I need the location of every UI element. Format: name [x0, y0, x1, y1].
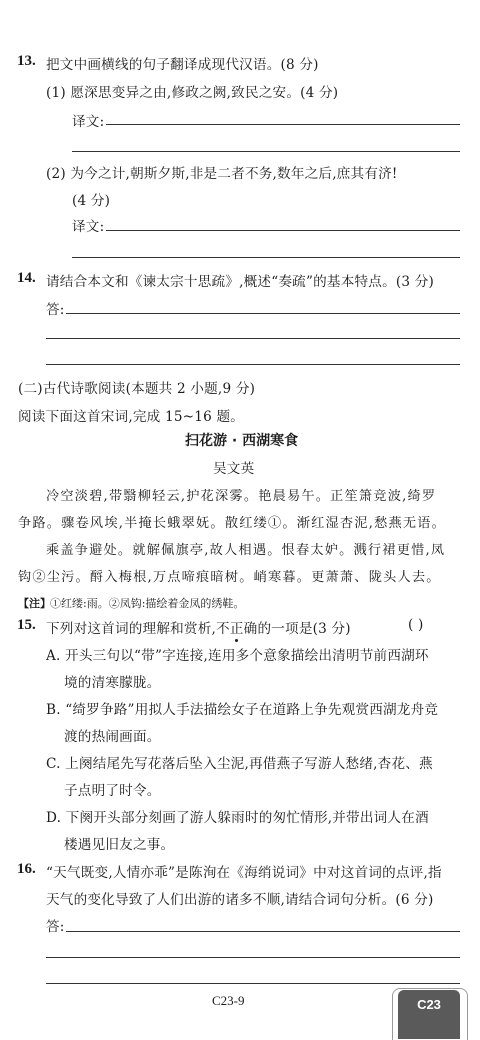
answer-line — [46, 338, 460, 339]
question-13-sub1-label: 译文: — [72, 114, 105, 130]
option-c-cont: 子点明了时令。 — [64, 783, 161, 799]
answer-parenthesis: ( ) — [408, 617, 424, 633]
section-intro: 阅读下面这首宋词,完成 15~16 题。 — [18, 409, 245, 425]
question-16-line1: “天气既变,人情亦乖”是陈洵在《海绡说词》中对这首词的点评,指 — [46, 865, 442, 881]
answer-line — [66, 931, 460, 932]
answer-line — [106, 230, 460, 231]
answer-line — [72, 257, 460, 258]
question-14-answer-label: 答: — [46, 302, 65, 318]
question-15-stem-b: 的一项是(3 分) — [257, 621, 351, 637]
poem-line: 争路。骤卷风埃,半掩长蛾翠妩。散红缕①。渐红湿杏泥,愁燕无语。 — [18, 516, 447, 531]
question-14-text: 请结合本文和《谏太宗十思疏》,概述“奏疏”的基本特点。(3 分) — [46, 274, 435, 290]
poem-author: 吴文英 — [213, 461, 255, 477]
question-13-text: 把文中画横线的句子翻译成现代汉语。(8 分) — [46, 57, 319, 73]
poem-note-tag: 【注】 — [18, 597, 51, 610]
page-number: C23-9 — [212, 993, 245, 1008]
question-16-line2: 天气的变化导致了人们出游的诸多不顺,请结合词句分析。(6 分) — [46, 892, 434, 908]
poem-line: 乘盖争避处。就解佩旗亭,故人相遇。恨春太妒。溅行裙更惜,凤 — [46, 543, 446, 558]
answer-line — [46, 983, 460, 984]
answer-line — [66, 313, 460, 314]
question-13-number: 13. — [17, 53, 36, 69]
poem-title: 扫花游 · 西湖寒食 — [185, 433, 299, 449]
question-13-sub2-label: 译文: — [72, 219, 105, 235]
option-b: B. “绮罗争路”用拟人手法描绘女子在道路上争先观赏西湖龙舟竞 — [46, 702, 439, 718]
question-14-number: 14. — [17, 270, 36, 286]
question-13-sub2-line1: (2) 为今之计,朝斯夕斯,非是二者不务,数年之后,庶其有济! — [46, 166, 398, 182]
option-d: D. 下阕开头部分刻画了游人躲雨时的匆忙情形,并带出词人在酒 — [46, 810, 429, 826]
section-header: (二)古代诗歌阅读(本题共 2 小题,9 分) — [18, 381, 256, 397]
poem-note-text: ①红缕:雨。②凤钩:描绘着金凤的绣鞋。 — [50, 597, 245, 610]
page-badge: C23 — [398, 990, 460, 1039]
option-d-cont: 楼遇见旧友之事。 — [64, 837, 175, 853]
answer-line — [72, 151, 460, 152]
answer-line — [106, 124, 460, 125]
question-15-stem — [46, 617, 351, 637]
question-15-stem-a: 下列对这首词的理解和赏析, — [46, 621, 217, 637]
poem-line: 钩②尘污。酹入梅根,万点啼痕暗树。峭寒暮。更萧萧、陇头人去。 — [18, 570, 441, 585]
poem-line: 冷空淡碧,带翳柳轻云,护花深雾。艳晨易午。正笙箫竞波,绮罗 — [46, 489, 437, 504]
answer-line — [46, 957, 460, 958]
question-15-number: 15. — [17, 617, 36, 633]
answer-line — [46, 364, 460, 365]
option-c: C. 上阕结尾先写花落后坠入尘泥,再借燕子写游人愁绪,杏花、燕 — [46, 756, 433, 772]
question-13-sub2-line2: (4 分) — [72, 193, 111, 209]
option-b-cont: 渡的热闹画面。 — [64, 729, 161, 745]
question-13-sub1: (1) 愿深思变异之由,修政之阙,致民之安。(4 分) — [46, 85, 339, 101]
option-a: A. 开头三句以“带”字连接,连用多个意象描绘出清明节前西湖环 — [46, 648, 429, 664]
question-16-answer-label: 答: — [46, 919, 65, 935]
question-15-emphasis: 不正确 — [216, 621, 258, 637]
question-16-number: 16. — [17, 861, 36, 877]
option-a-cont: 境的清寒朦胧。 — [64, 675, 161, 691]
